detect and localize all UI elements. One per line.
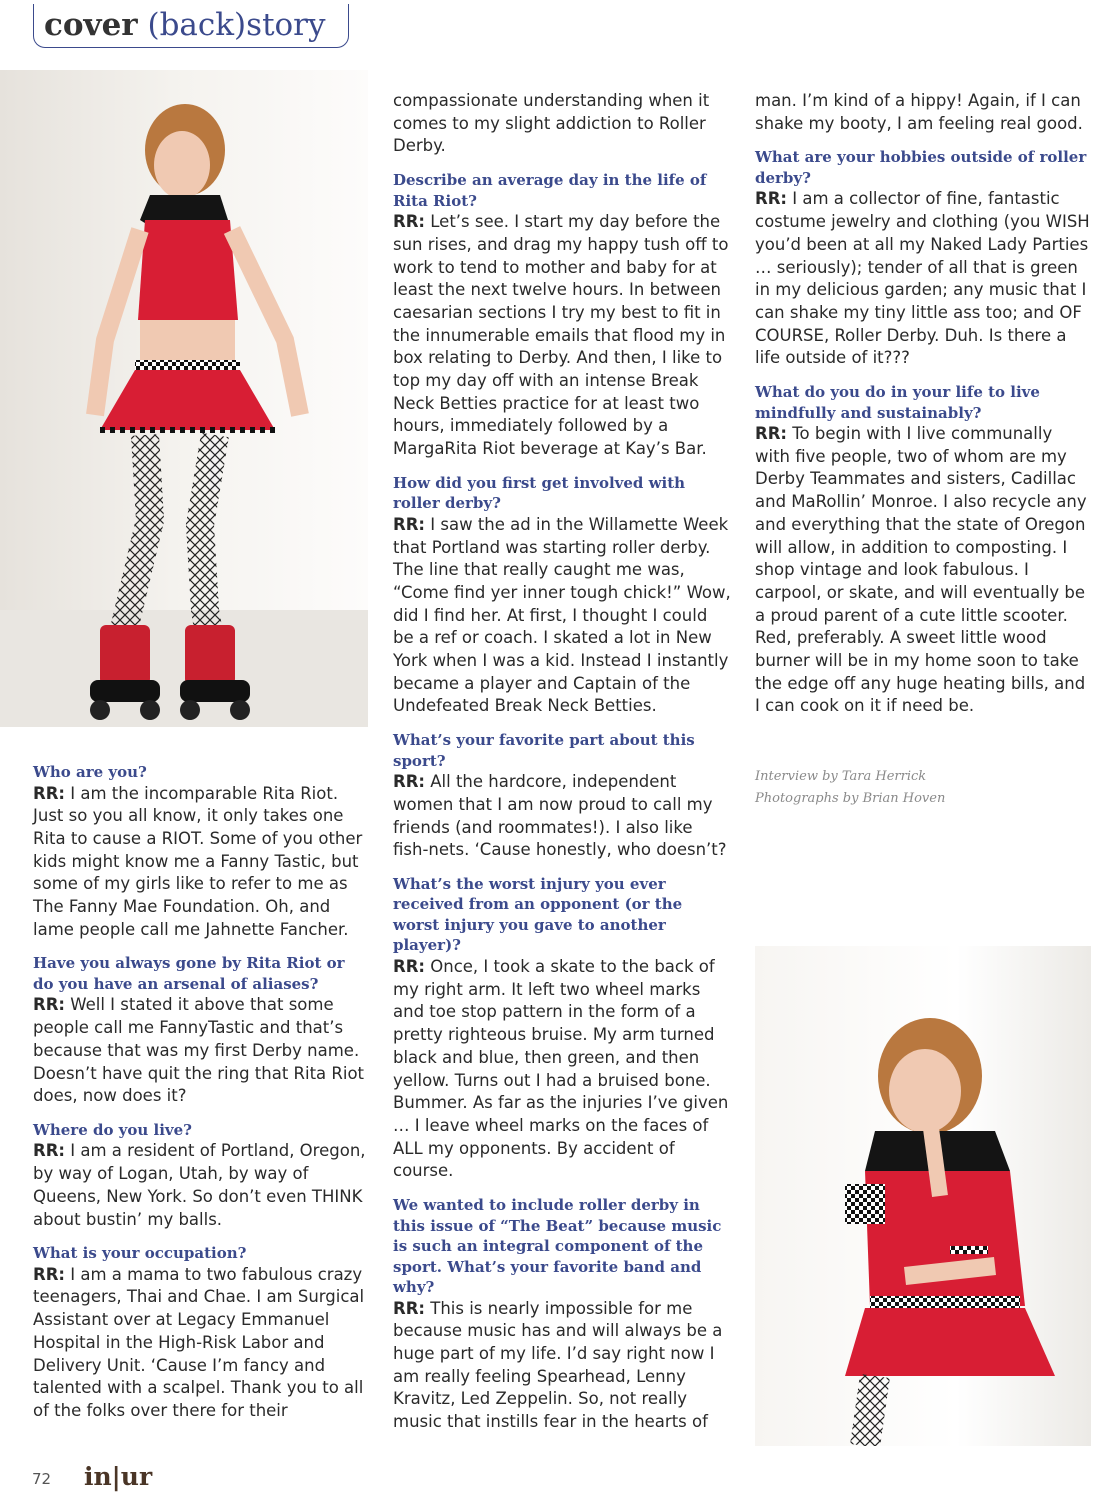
- answer-continued: man. I’m kind of a hippy! Again, if I can shake my booty, I am feeling real good.: [755, 91, 1083, 133]
- question: We wanted to include roller derby in this issue of “The Beat” because music is such an integral component of the sport. What’s your favorite band and why?: [393, 1196, 722, 1297]
- question: Describe an average day in the life of Rita Riot?: [393, 171, 707, 210]
- answer: This is nearly impossible for me because music has and will always be a huge part of my life. I’d say right now I am really feeling Spearhead, Lenny Kravitz, Led Zeppelin. So, not really music that instills fear in the hearts of: [393, 1298, 723, 1432]
- secondary-photo: [755, 946, 1091, 1446]
- answer: I am a resident of Portland, Oregon, by way of Logan, Utah, by way of Queens, New York. So don’t even THINK about bustin’ my balls.: [33, 1141, 366, 1229]
- qa-item: [393, 1195, 733, 1434]
- rr-label: RR:: [393, 514, 426, 534]
- qa-item: [393, 730, 733, 862]
- interview-credit: Interview by Tara Herrick: [755, 769, 927, 785]
- qa-item: [393, 473, 733, 718]
- header-cover: cover: [44, 7, 138, 43]
- secondary-photo-figure: [755, 946, 1091, 1446]
- answer-continued: compassionate understanding when it comes to my slight addiction to Roller Derby.: [393, 91, 710, 156]
- question: What do you do in your life to live mindfully and sustainably?: [755, 383, 1040, 422]
- question: What’s your favorite part about this sport?: [393, 731, 695, 770]
- rr-label: RR:: [33, 1264, 66, 1284]
- question: How did you first get involved with roller derby?: [393, 473, 686, 513]
- photo-credit: Photographs by Brian Hoven: [755, 791, 946, 807]
- answer: All the hardcore, independent women that I am now proud to call my friends (and roommates!). I also like fish-nets. ‘Cause honestly, who doesn’t?: [393, 772, 727, 860]
- magazine-logo: in|ur: [84, 1462, 153, 1491]
- answer: Let’s see. I start my day before the sun rises, and drag my happy tush off to work to tend to mother and baby for at least the next twelve hours. In between caesarian sections I try my best to fit in the innumerable emails that flood my in box relating to Derby. And then, I like to top my day off with an intense Break Neck Betties practice for at least two hours, immediately followed by a MargaRita Riot beverage at Kay’s Bar.: [393, 212, 729, 459]
- qa-item: [33, 1243, 368, 1422]
- rr-label: RR:: [393, 1298, 426, 1318]
- rr-label: RR:: [33, 783, 66, 803]
- answer: To begin with I live communally with five people, two of whom are my Derby Teammates and sisters, Cadillac and MaRollin’ Monroe. I also recycle any and everything that the state of Oregon will allow, in addition to composting. I shop vintage and look fabulous. I carpool, or skate, and will eventually be a proud parent of a cute little scooter. Red, preferably. A sweet little wood burner will be in my home soon to take the edge off any huge heating bills, and I can cook on it if need be.: [755, 424, 1087, 716]
- question: Where do you live?: [33, 1120, 192, 1139]
- column-1: [33, 762, 368, 1435]
- rr-label: RR:: [393, 772, 426, 792]
- page-number: 72: [32, 1470, 52, 1488]
- answer: Once, I took a skate to the back of my right arm. It left two wheel marks and toe stop pattern in the form of a pretty righteous bruise. My arm turned black and blue, then green, and then yellow. Turns out I had a bruised bone. Bummer. As far as the injuries I’ve given … I leave wheel marks on the faces of ALL my opponents. By accident of course.: [393, 956, 729, 1181]
- qa-item: [33, 1120, 368, 1231]
- header-back: (back): [147, 7, 247, 43]
- question: Have you always gone by Rita Riot or do you have an arsenal of aliases?: [33, 954, 345, 993]
- question: Who are you?: [33, 763, 147, 781]
- rr-label: RR:: [393, 212, 426, 232]
- answer: I saw the ad in the Willamette Week that Portland was starting roller derby. The line that really caught me was, “Come find yer inner tough chick!” Wow, did I find her. At first, I thought I could be a ref or coach. I skated a lot in New York when I was a kid. Instead I instantly became a player and Captain of the Undefeated Break Neck Betties.: [393, 514, 731, 716]
- column-2: [393, 90, 733, 1446]
- qa-item: [33, 762, 368, 941]
- main-photo: [0, 70, 368, 727]
- question: What are your hobbies outside of roller derby?: [755, 148, 1087, 187]
- question: What is your occupation?: [33, 1244, 247, 1263]
- question: What’s the worst injury you ever received from an opponent (or the worst injury you gave to another player)?: [393, 874, 683, 955]
- rr-label: RR:: [393, 956, 426, 976]
- qa-item: [393, 874, 733, 1183]
- rr-label: RR:: [755, 424, 788, 444]
- rr-label: RR:: [755, 189, 788, 209]
- answer: I am a mama to two fabulous crazy teenagers, Thai and Chae. I am Surgical Assistant over at Legacy Emmanuel Hospital in the High-Risk Labor and Delivery Unit. ‘Cause I’m fancy and talented with a scalpel. Thank you to all of the folks over there for their: [33, 1264, 365, 1420]
- section-header: [44, 6, 326, 44]
- qa-item: [393, 170, 733, 461]
- qa-item: [755, 147, 1090, 370]
- qa-item: [755, 382, 1090, 718]
- qa-item: [33, 953, 368, 1108]
- rr-label: RR:: [33, 1141, 66, 1161]
- column-3: [755, 90, 1090, 810]
- main-photo-figure: [0, 70, 368, 727]
- answer: Well I stated it above that some people call me FannyTastic and that’s because that was my first Derby name. Doesn’t have quit the ring that Rita Riot does, now does it?: [33, 995, 365, 1106]
- answer: I am the incomparable Rita Riot. Just so you all know, it only takes one Rita to cause a RIOT. Some of you other kids might know me a Fanny Tastic, but some of my girls like to refer to me as The Fanny Mae Foundation. Oh, and lame people call me Jahnette Fancher.: [33, 783, 363, 939]
- header-story: story: [246, 7, 326, 43]
- rr-label: RR:: [33, 995, 66, 1015]
- answer: I am a collector of fine, fantastic costume jewelry and clothing (you WISH you’d been at all my Naked Lady Parties … seriously); tender of all that is green in my delicious garden; any music that I can shake my tiny little ass too; and OF COURSE, Roller Derby. Duh. Is there a life outside of it???: [755, 189, 1090, 368]
